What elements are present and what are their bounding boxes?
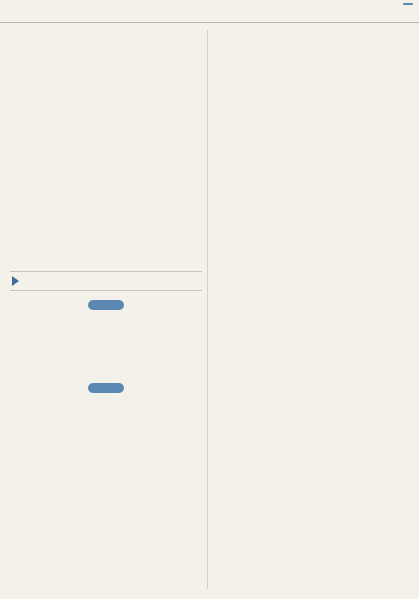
answer-text	[13, 95, 202, 114]
answer-text	[217, 159, 410, 178]
column-divider	[207, 30, 208, 589]
practice-label	[10, 355, 202, 363]
answer-entry	[10, 401, 202, 420]
answer-entry	[214, 180, 410, 199]
answer-text	[217, 223, 410, 242]
top-paragraph	[214, 30, 410, 40]
answer-text	[13, 401, 202, 420]
answer-text	[13, 244, 202, 263]
answer-entry	[214, 286, 410, 305]
knowledge-row	[10, 318, 202, 328]
knowledge-row	[10, 329, 202, 339]
answer-text	[13, 159, 202, 178]
knowledge-pill	[88, 300, 124, 310]
answer-entry	[214, 307, 410, 326]
answer-text	[217, 352, 410, 371]
answer-entry	[10, 180, 202, 199]
intro-paragraph	[10, 65, 202, 75]
answer-entry	[10, 201, 202, 220]
answer-entry	[10, 244, 202, 263]
answer-entry	[10, 95, 202, 114]
answer-text	[217, 244, 410, 263]
intro-paragraph	[10, 30, 202, 40]
answer-text	[13, 180, 202, 199]
top-paragraph	[214, 42, 410, 52]
answer-text	[217, 117, 410, 136]
section-title	[214, 80, 410, 90]
answer-entry	[214, 95, 410, 114]
closing-paragraph	[214, 340, 410, 350]
closing-paragraph	[214, 328, 410, 338]
answer-entry	[10, 117, 202, 136]
answer-text	[13, 138, 202, 157]
arrow-marker-icon	[12, 276, 19, 286]
intro-paragraph	[10, 42, 202, 52]
top-paragraph	[214, 65, 410, 75]
answer-entry	[10, 223, 202, 242]
answer-text	[13, 223, 202, 242]
chapter-banner	[10, 271, 202, 291]
answer-text	[217, 95, 410, 114]
answer-entry	[214, 244, 410, 263]
top-paragraph	[214, 53, 410, 63]
answer-text	[13, 117, 202, 136]
answer-entry	[214, 201, 410, 220]
section-title	[10, 80, 202, 90]
answer-text	[217, 138, 410, 157]
answer-entry	[214, 138, 410, 157]
answer-text	[13, 201, 202, 220]
knowledge-row	[10, 341, 202, 351]
page-number	[403, 3, 413, 5]
answer-entry	[10, 138, 202, 157]
right-column	[214, 30, 410, 591]
answer-entry	[214, 265, 410, 284]
page-header	[0, 0, 419, 23]
answer-text	[217, 307, 410, 326]
answer-entry	[214, 159, 410, 178]
answer-text	[217, 265, 410, 284]
answer-entry	[214, 117, 410, 136]
intro-paragraph	[10, 53, 202, 63]
links-pill-row	[10, 378, 202, 397]
left-column	[10, 30, 202, 591]
answer-entry	[214, 223, 410, 242]
answer-text	[217, 180, 410, 199]
answer-entry	[214, 352, 410, 371]
answer-text	[217, 286, 410, 305]
links-pill	[88, 383, 124, 393]
answer-text	[217, 201, 410, 220]
answer-entry	[10, 159, 202, 178]
knowledge-pill-row	[10, 295, 202, 314]
practice-answers	[10, 365, 202, 375]
